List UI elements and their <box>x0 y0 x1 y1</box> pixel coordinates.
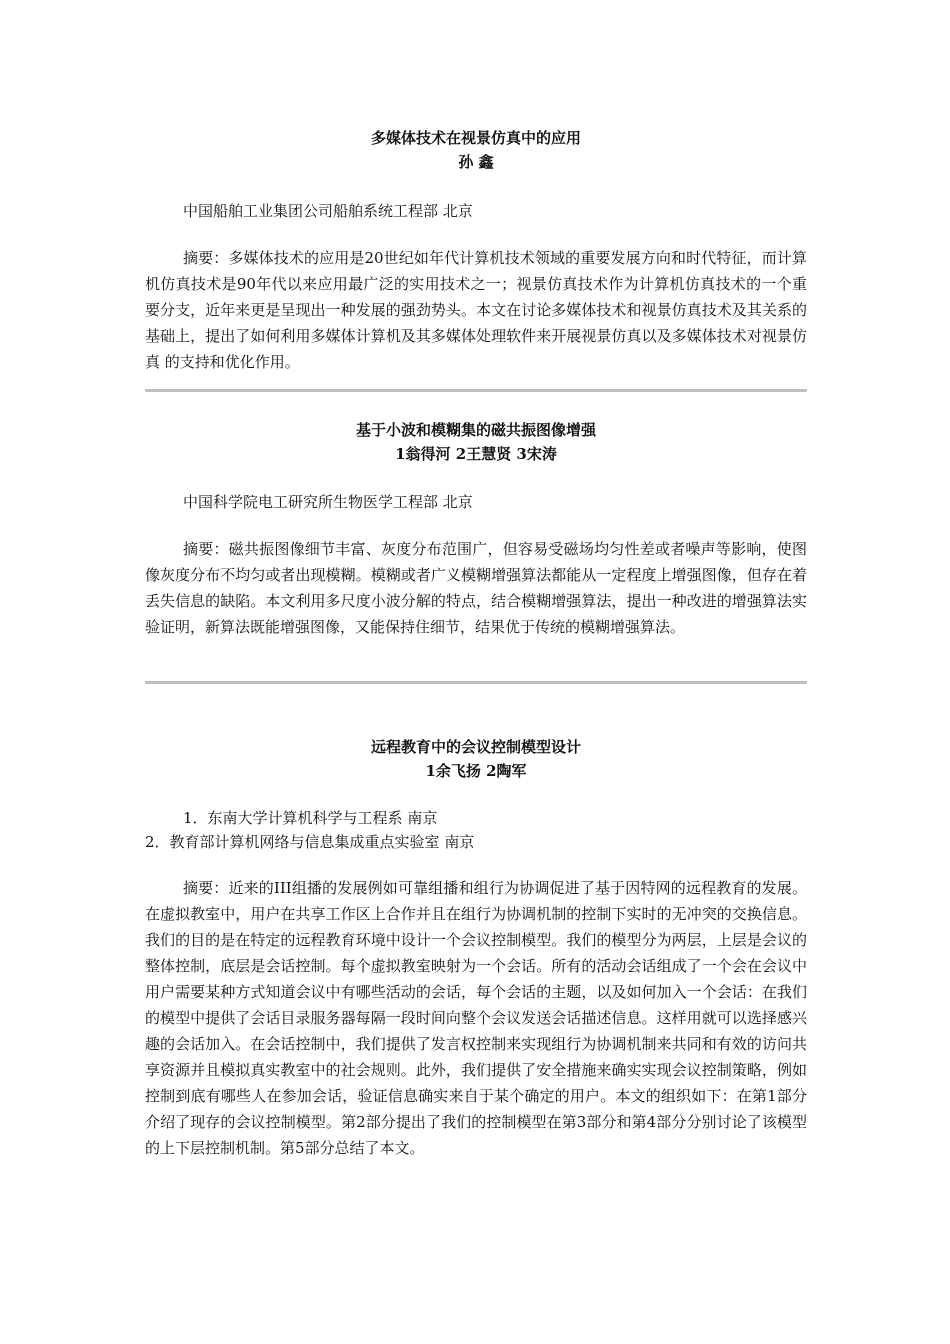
article-1-abstract-block <box>145 245 807 375</box>
article-2-affiliation-block <box>145 490 807 514</box>
article-title: 基于小波和模糊集的磁共振图像增强 <box>355 421 596 439</box>
article-authors: 孙 鑫 <box>458 153 494 171</box>
article-affiliation: 中国科学院电工研究所生物医学工程部 北京 <box>183 493 473 511</box>
article-3-abstract-block <box>145 875 807 1161</box>
article-abstract: 摘要：磁共振图像细节丰富、灰度分布范围广，但容易受磁场均匀性差或者噪声等影响，使图像灰度分布不均匀或者出现模糊。模糊或者广义模糊增强算法都能从一定程度上增强图像，但存在着丢失信息的缺陷。本文利用多尺度小波分解的特点，结合模糊增强算法，提出一种改进的增强算法实验证明，新算法既能增强图像，又能保持住细节，结果优于传统的模糊增强算法。 <box>145 540 807 636</box>
divider <box>145 681 807 684</box>
article-affiliation: 中国船舶工业集团公司船舶系统工程部 北京 <box>183 202 473 220</box>
article-affiliation: 1．东南大学计算机科学与工程系 南京 <box>183 809 438 827</box>
article-affiliation: 2．教育部计算机网络与信息集成重点实验室 南京 <box>145 833 475 851</box>
article-2 <box>145 418 807 466</box>
article-title: 远程教育中的会议控制模型设计 <box>370 738 581 756</box>
article-2-abstract-block <box>145 536 807 640</box>
article-authors: 1翁得河 2王慧贤 3宋涛 <box>395 445 557 463</box>
article-3 <box>145 735 807 783</box>
article-abstract: 摘要：多媒体技术的应用是20世纪如年代计算机技术领域的重要发展方向和时代特征，而计算机仿真技术是90年代以来应用最广泛的实用技术之一；视景仿真技术作为计算机仿真技术的一个重要分支，近年来更是呈现出一种发展的强劲势头。本文在讨论多媒体技术和视景仿真技术及其关系的基础上，提出了如何利用多媒体计算机及其多媒体处理软件来开展视景仿真以及多媒体技术对视景仿真 的支持和优化作用。 <box>145 249 807 371</box>
article-abstract: 摘要：近来的III组播的发展例如可靠组播和组行为协调促进了基于因特网的远程教育的发展。在虚拟教室中，用户在共享工作区上合作并且在组行为协调机制的控制下实时的无冲突的交换信息。我们的目的是在特定的远程教育环境中设计一个会议控制模型。我们的模型分为两层，上层是会议的整体控制，底层是会话控制。每个虚拟教室映射为一个会话。所有的活动会话组成了一个会在会议中用户需要某种方式知道会议中有哪些活动的会话，每个会话的主题，以及如何加入一个会话：在我们的模型中提供了会话目录服务器每隔一段时间向整个会议发送会话描述信息。这样用就可以选择感兴趣的会话加入。在会话控制中，我们提供了发言权控制来实现组行为协调机制来共同和有效的访问共享资源并且模拟真实教室中的社会规则。此外，我们提供了安全措施来确实实现会议控制策略，例如控制到底有哪些人在参加会话，验证信息确实来自于某个确定的用户。本文的组织如下：在第1部分介绍了现存的会议控制模型。第2部分提出了我们的控制模型在第3部分和第4部分分别讨论了该模型的上下层控制机制。第5部分总结了本文。 <box>145 879 807 1157</box>
article-1 <box>145 126 807 174</box>
article-1-affiliation-block <box>145 199 807 223</box>
divider <box>145 389 807 392</box>
article-3-affiliation-block <box>145 806 807 854</box>
article-title: 多媒体技术在视景仿真中的应用 <box>370 129 581 147</box>
article-authors: 1余飞扬 2陶军 <box>425 762 527 780</box>
